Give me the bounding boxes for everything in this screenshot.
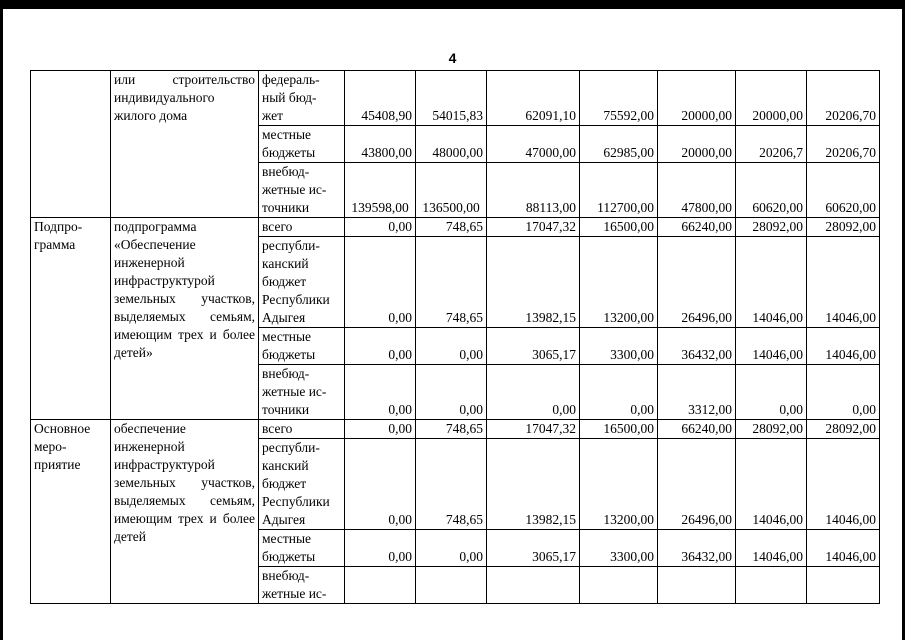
value-cell: 75592,00 (580, 71, 658, 126)
value-cell: 0,00 (416, 328, 487, 365)
page-top-border (0, 0, 905, 9)
value-cell: 3312,00 (658, 365, 736, 420)
value-cell: 0,00 (345, 218, 416, 237)
value-cell: 28092,00 (807, 218, 880, 237)
value-cell: 3300,00 (580, 530, 658, 567)
funding-source-cell: местные бюджеты (259, 530, 345, 567)
funding-source-cell: республи- канский бюджет Республики Адыгея (259, 439, 345, 530)
value-cell: 13982,15 (487, 439, 580, 530)
page-number: 4 (448, 50, 457, 66)
value-cell: 748,65 (416, 237, 487, 328)
value-cell: 36432,00 (658, 328, 736, 365)
value-cell: 20000,00 (658, 126, 736, 163)
value-cell: 20206,7 (736, 126, 807, 163)
value-cell: 20206,70 (807, 126, 880, 163)
value-cell: 13200,00 (580, 439, 658, 530)
value-cell: 36432,00 (658, 530, 736, 567)
value-cell: 62091,10 (487, 71, 580, 126)
value-cell: 88113,00 (487, 163, 580, 218)
row-type-cell: Основное меро- приятие (31, 420, 111, 604)
value-cell: 14046,00 (807, 328, 880, 365)
budget-table (30, 70, 880, 604)
value-cell: 17047,32 (487, 420, 580, 439)
value-cell (416, 567, 487, 604)
value-cell: 14046,00 (807, 439, 880, 530)
value-cell: 748,65 (416, 420, 487, 439)
value-cell: 0,00 (345, 439, 416, 530)
table-row (31, 420, 880, 439)
value-cell: 28092,00 (807, 420, 880, 439)
funding-source-cell: местные бюджеты (259, 328, 345, 365)
value-cell: 66240,00 (658, 420, 736, 439)
value-cell: 17047,32 (487, 218, 580, 237)
value-cell: 0,00 (416, 530, 487, 567)
value-cell: 14046,00 (736, 530, 807, 567)
value-cell: 0,00 (807, 365, 880, 420)
value-cell: 3300,00 (580, 328, 658, 365)
value-cell: 0,00 (487, 365, 580, 420)
funding-source-cell: республи- канский бюджет Республики Адыгея (259, 237, 345, 328)
value-cell: 20000,00 (658, 71, 736, 126)
value-cell: 54015,83 (416, 71, 487, 126)
value-cell: 0,00 (580, 365, 658, 420)
value-cell: 16500,00 (580, 420, 658, 439)
table-row (31, 71, 880, 126)
funding-source-cell: федераль- ный бюд- жет (259, 71, 345, 126)
value-cell: 0,00 (345, 420, 416, 439)
value-cell: 3065,17 (487, 328, 580, 365)
value-cell: 112700,00 (580, 163, 658, 218)
value-cell: 60620,00 (736, 163, 807, 218)
value-cell: 47000,00 (487, 126, 580, 163)
value-cell: 47800,00 (658, 163, 736, 218)
value-cell: 13200,00 (580, 237, 658, 328)
value-cell: 0,00 (736, 365, 807, 420)
table-row (31, 218, 880, 237)
row-description-cell: обеспечение инженерной инфраструктурой земельных участков, выделяемых семьям, имеющим трех и более детей (111, 420, 259, 604)
row-type-cell: Подпро- грамма (31, 218, 111, 420)
value-cell: 748,65 (416, 218, 487, 237)
value-cell: 62985,00 (580, 126, 658, 163)
value-cell: 60620,00 (807, 163, 880, 218)
value-cell: 28092,00 (736, 420, 807, 439)
funding-source-cell: всего (259, 218, 345, 237)
value-cell: 0,00 (345, 530, 416, 567)
value-cell: 14046,00 (736, 328, 807, 365)
value-cell: 13982,15 (487, 237, 580, 328)
value-cell: 26496,00 (658, 439, 736, 530)
value-cell (345, 567, 416, 604)
value-cell: 16500,00 (580, 218, 658, 237)
value-cell: 14046,00 (807, 237, 880, 328)
value-cell: 26496,00 (658, 237, 736, 328)
value-cell: 20000,00 (736, 71, 807, 126)
value-cell: 20206,70 (807, 71, 880, 126)
value-cell: 0,00 (416, 365, 487, 420)
value-cell (807, 567, 880, 604)
value-cell: 136500,00 (416, 163, 487, 218)
funding-source-cell: внебюд- жетные ис- точники (259, 365, 345, 420)
value-cell: 45408,90 (345, 71, 416, 126)
funding-source-cell: внебюд- жетные ис- (259, 567, 345, 604)
value-cell: 0,00 (345, 237, 416, 328)
value-cell (658, 567, 736, 604)
row-description-cell: подпрограмма «Обеспечение инженерной инфраструктурой земельных участков, выделяемых семьям, имеющим трех и более детей» (111, 218, 259, 420)
page-left-border (0, 0, 3, 640)
value-cell: 43800,00 (345, 126, 416, 163)
value-cell (580, 567, 658, 604)
value-cell: 748,65 (416, 439, 487, 530)
value-cell (736, 567, 807, 604)
value-cell: 48000,00 (416, 126, 487, 163)
value-cell: 28092,00 (736, 218, 807, 237)
value-cell (487, 567, 580, 604)
value-cell: 0,00 (345, 328, 416, 365)
funding-source-cell: всего (259, 420, 345, 439)
value-cell: 66240,00 (658, 218, 736, 237)
value-cell: 0,00 (345, 365, 416, 420)
value-cell: 3065,17 (487, 530, 580, 567)
funding-source-cell: местные бюджеты (259, 126, 345, 163)
value-cell: 139598,00 (345, 163, 416, 218)
row-description-cell: или строительство индивидуального жилого дома (111, 71, 259, 218)
value-cell: 14046,00 (807, 530, 880, 567)
funding-source-cell: внебюд- жетные ис- точники (259, 163, 345, 218)
row-type-cell (31, 71, 111, 218)
value-cell: 14046,00 (736, 237, 807, 328)
value-cell: 14046,00 (736, 439, 807, 530)
